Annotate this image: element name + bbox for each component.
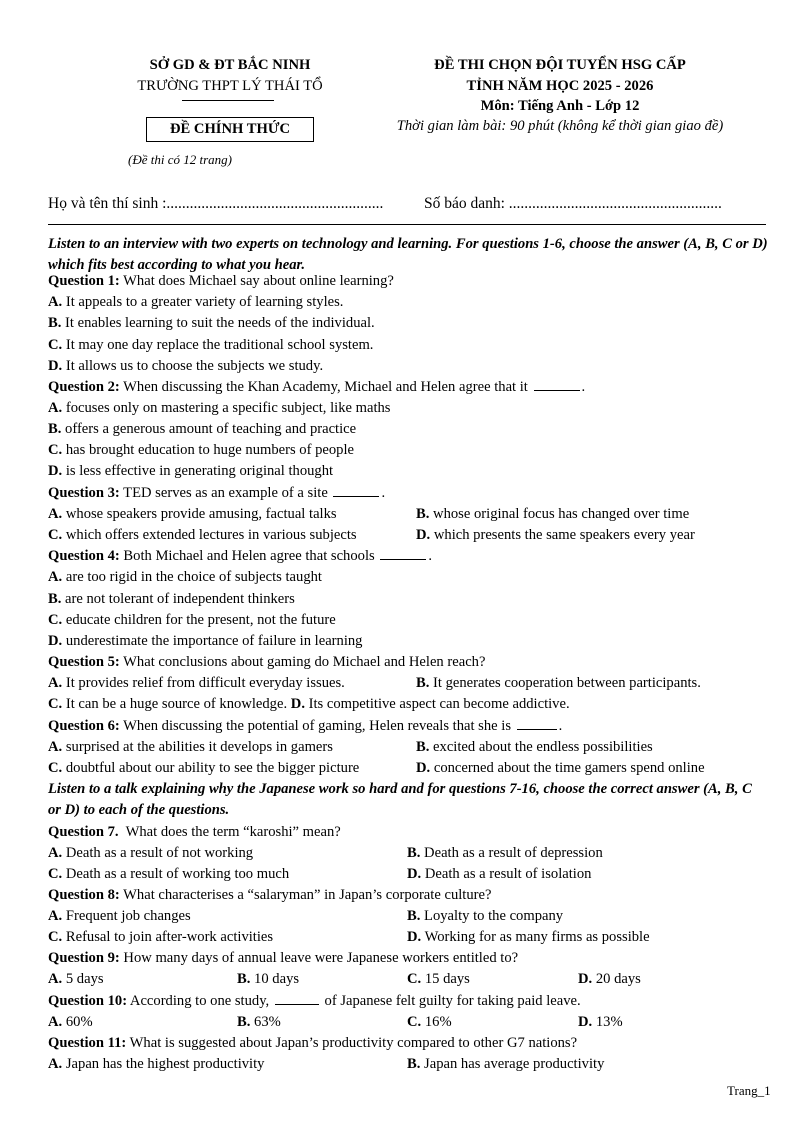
official-exam-box: ĐỀ CHÍNH THỨC [146,117,314,142]
q3-options-ab [48,504,768,525]
exam-title-line-1: ĐỀ THI CHỌN ĐỘI TUYỂN HSG CẤP [434,57,686,73]
q7-option-b: B. Death as a result of depression [407,845,603,861]
answer-blank [380,558,426,560]
candidate-id-field: Số báo danh: ....................................................... [424,195,722,212]
q5-option-b: B. It generates cooperation between participants. [416,675,701,691]
question-4: Question 4: Both Michael and Helen agree that schools . [48,548,432,564]
exam-duration: Thời gian làm bài: 90 phút (không kể thời gian giao đề) [396,118,724,134]
question-8: Question 8: What characterises a “salaryman” in Japan’s corporate culture? [48,887,492,903]
header-divider [48,224,766,225]
q6-option-b: B. excited about the endless possibilities [416,739,653,755]
question-7: Question 7. What does the term “karoshi” mean? [48,824,341,840]
q10-option-c: C. 16% [407,1014,452,1030]
q4-option-d: D. underestimate the importance of failure in learning [48,633,363,649]
q3-options-cd [48,525,768,546]
q8-options-cd [48,927,768,948]
q5-option-a: A. It provides relief from difficult everyday issues. [48,675,345,691]
q9-option-c: C. 15 days [407,971,470,987]
exam-subject: Môn: Tiếng Anh - Lớp 12 [480,98,640,114]
q6-options-cd [48,758,768,779]
answer-blank [517,728,557,730]
q7-option-c: C. Death as a result of working too much [48,866,290,882]
q9-option-d: D. 20 days [578,971,641,987]
q4-option-a: A. are too rigid in the choice of subjects taught [48,569,322,585]
question-1: Question 1: What does Michael say about online learning? [48,273,394,289]
q6-options-ab [48,737,768,758]
q10-option-a: A. 60% [48,1014,93,1030]
question-10: Question 10: According to one study, of Japanese felt guilty for taking paid leave. [48,993,581,1009]
question-6: Question 6: When discussing the potential of gaming, Helen reveals that she is . [48,718,563,734]
q10-options [48,1012,768,1033]
q9-option-b: B. 10 days [237,971,300,987]
page-count-note: (Đề thi có 12 trang) [128,152,232,167]
q2-option-b: B. offers a generous amount of teaching and practice [48,421,357,437]
q1-option-b: B. It enables learning to suit the needs of the individual. [48,315,375,331]
q8-option-b: B. Loyalty to the company [407,908,564,924]
q7-option-a: A. Death as a result of not working [48,845,254,861]
q7-options-ab [48,843,768,864]
department-name: SỞ GD & ĐT BẮC NINH [149,57,311,73]
q5-options-ab [48,673,768,694]
q4-option-b: B. are not tolerant of independent thinkers [48,591,295,607]
q4-option-c: C. educate children for the present, not the future [48,612,336,628]
q8-option-a: A. Frequent job changes [48,908,191,924]
q3-option-b: B. whose original focus has changed over time [416,506,690,522]
question-11: Question 11: What is suggested about Japan’s productivity compared to other G7 nations? [48,1035,578,1051]
q9-option-a: A. 5 days [48,971,104,987]
answer-blank [534,389,580,391]
q10-option-d: D. 13% [578,1014,623,1030]
q11-option-a: A. Japan has the highest productivity [48,1056,265,1072]
answer-blank [333,495,379,497]
q7-option-d: D. Death as a result of isolation [407,866,592,882]
q11-option-b: B. Japan has average productivity [407,1056,605,1072]
school-name: TRƯỜNG THPT LÝ THÁI TỔ [137,78,323,94]
q6-option-a: A. surprised at the abilities it develops in gamers [48,739,333,755]
question-2: Question 2: When discussing the Khan Academy, Michael and Helen agree that it . [48,379,586,395]
question-9: Question 9: How many days of annual leave were Japanese workers entitled to? [48,950,519,966]
part1-instructions: Listen to an interview with two experts on technology and learning. For questions 1-6, choose the answer (A, B, C or D) which fits best according to what you hear. [48,236,768,273]
answer-blank [275,1003,319,1005]
q2-option-c: C. has brought education to huge numbers of people [48,442,355,458]
part2-instructions: Listen to a talk explaining why the Japanese work so hard and for questions 7-16, choose the correct answer (A, B, C or D) to each of the questions. [48,781,752,818]
candidate-name-field: Họ và tên thí sinh :........................................................ [48,195,384,212]
q8-option-d: D. Working for as many firms as possible [407,929,650,945]
q11-options-ab [48,1054,768,1075]
q6-option-d: D. concerned about the time gamers spend online [416,760,705,776]
q8-option-c: C. Refusal to join after-work activities [48,929,274,945]
question-3: Question 3: TED serves as an example of a site . [48,485,386,501]
q6-option-c: C. doubtful about our ability to see the bigger picture [48,760,360,776]
q3-option-c: C. which offers extended lectures in various subjects [48,527,357,543]
q3-option-d: D. which presents the same speakers every year [416,527,695,543]
q10-option-b: B. 63% [237,1014,281,1030]
q3-option-a: A. whose speakers provide amusing, factual talks [48,506,337,522]
question-5: Question 5: What conclusions about gaming do Michael and Helen reach? [48,654,486,670]
exam-title-line-2: TỈNH NĂM HỌC 2025 - 2026 [466,78,654,94]
page-number: Trang_1 [727,1083,771,1098]
q2-option-a: A. focuses only on mastering a specific subject, like maths [48,400,391,416]
q7-options-cd [48,864,768,885]
q1-option-d: D. It allows us to choose the subjects we study. [48,358,324,374]
q5-options-cd: C. It can be a huge source of knowledge. D. Its competitive aspect can become addictive. [48,696,570,712]
school-underline [182,100,274,101]
q1-option-c: C. It may one day replace the traditional school system. [48,337,374,353]
q8-options-ab [48,906,768,927]
q2-option-d: D. is less effective in generating original thought [48,463,334,479]
q1-option-a: A. It appeals to a greater variety of learning styles. [48,294,344,310]
q9-options [48,969,768,990]
